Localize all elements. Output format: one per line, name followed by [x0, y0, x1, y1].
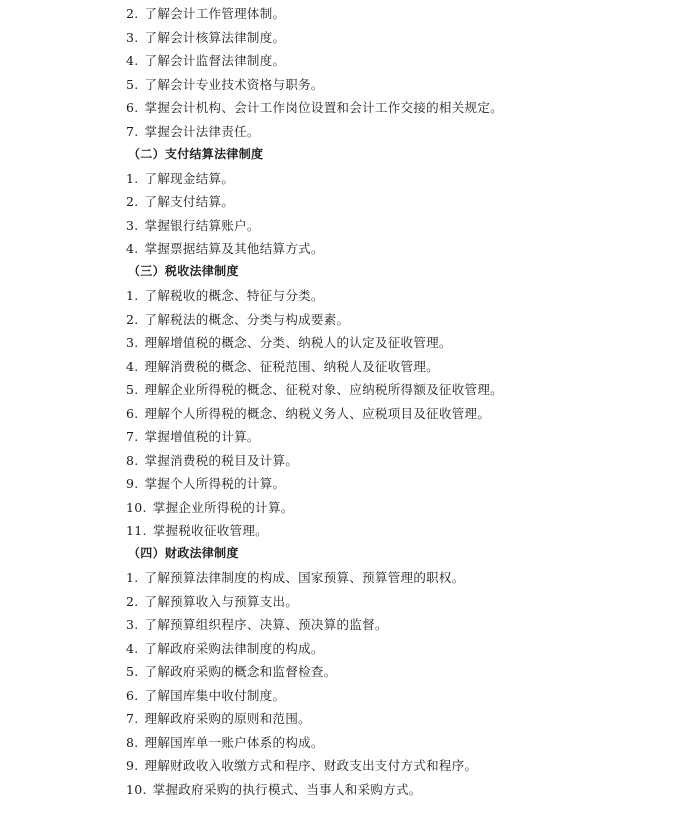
list-item: 3. 了解预算组织程序、决算、预决算的监督。 — [126, 617, 388, 632]
list-item: 8. 理解国库单一账户体系的构成。 — [126, 734, 324, 750]
list-item: 6. 理解个人所得税的概念、纳税义务人、应税项目及征收管理。 — [126, 405, 491, 421]
list-item: 6. 了解国库集中收付制度。 — [126, 687, 286, 703]
list-item: 6. 掌握会计机构、会计工作岗位设置和会计工作交接的相关规定。 — [126, 100, 503, 115]
list-item: 2. 了解预算收入与预算支出。 — [126, 593, 299, 609]
list-item: 11. 掌握税收征收管理。 — [126, 523, 268, 538]
list-item: 5. 了解会计专业技术资格与职务。 — [126, 76, 324, 92]
list-item: 4. 理解消费税的概念、征税范围、纳税人及征收管理。 — [126, 358, 439, 374]
list-item: 7. 理解政府采购的原则和范围。 — [126, 711, 311, 726]
list-item: 2. 了解支付结算。 — [126, 194, 235, 209]
list-item: 2. 了解会计工作管理体制。 — [126, 6, 286, 21]
list-item: 10. 掌握政府采购的执行模式、当事人和采购方式。 — [126, 781, 422, 797]
list-item: 8. 掌握消费税的税目及计算。 — [126, 452, 299, 468]
list-item: 1. 了解税收的概念、特征与分类。 — [126, 288, 324, 303]
list-item: 9. 掌握个人所得税的计算。 — [126, 476, 286, 491]
list-item: 5. 理解企业所得税的概念、征税对象、应纳税所得额及征收管理。 — [126, 382, 503, 397]
section-heading: （四）财政法律制度 — [128, 546, 239, 560]
list-item: 7. 掌握增值税的计算。 — [126, 429, 260, 444]
list-item: 1. 了解现金结算。 — [126, 170, 235, 186]
list-item: 3. 了解会计核算法律制度。 — [126, 29, 286, 45]
section-heading: （三）税收法律制度 — [128, 264, 239, 278]
list-item: 4. 了解会计监督法律制度。 — [126, 53, 286, 68]
list-item: 9. 理解财政收入收缴方式和程序、财政支出支付方式和程序。 — [126, 758, 478, 773]
list-item: 3. 掌握银行结算账户。 — [126, 217, 260, 233]
list-item: 3. 理解增值税的概念、分类、纳税人的认定及征收管理。 — [126, 335, 452, 350]
list-item: 5. 了解政府采购的概念和监督检查。 — [126, 664, 337, 679]
list-item: 10. 掌握企业所得税的计算。 — [126, 499, 294, 515]
list-item: 2. 了解税法的概念、分类与构成要素。 — [126, 311, 350, 327]
list-item: 4. 掌握票据结算及其他结算方式。 — [126, 241, 324, 256]
list-item: 1. 了解预算法律制度的构成、国家预算、预算管理的职权。 — [126, 570, 465, 585]
list-item: 7. 掌握会计法律责任。 — [126, 123, 260, 139]
list-item: 4. 了解政府采购法律制度的构成。 — [126, 640, 324, 656]
section-heading: （二）支付结算法律制度 — [128, 147, 264, 161]
